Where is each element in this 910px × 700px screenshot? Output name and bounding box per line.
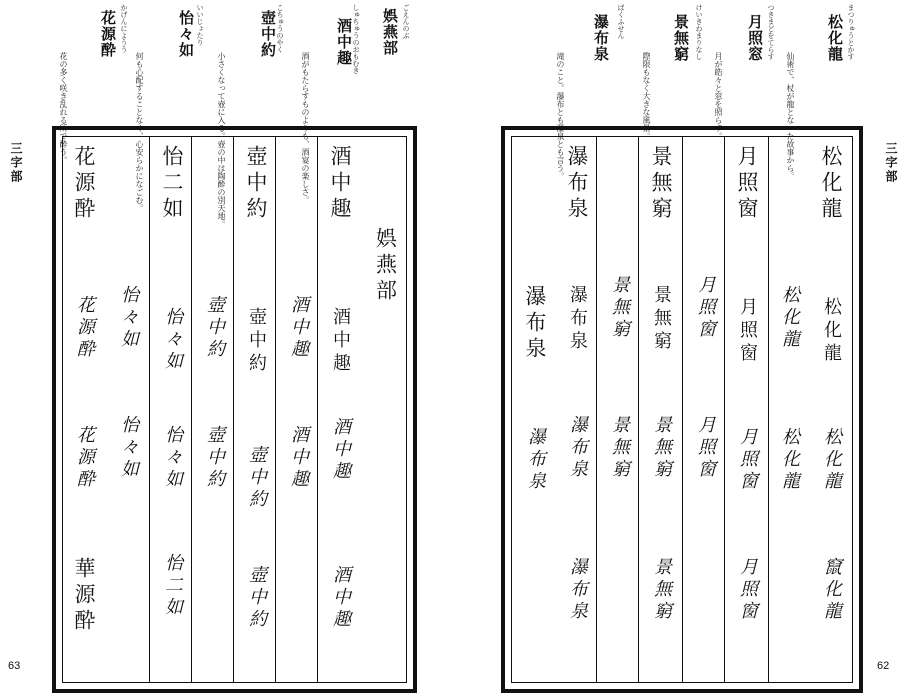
standard-form: 怡二如 — [160, 145, 184, 223]
gloss-head: 月照窓 — [746, 14, 764, 62]
calligraphy-form: 松化龍 — [779, 285, 800, 351]
standard-form: 壺中約 — [244, 145, 268, 223]
entry-column — [277, 145, 319, 674]
calligraphy-form: 月照窗 — [737, 557, 758, 623]
calligraphy-form: 怡々如 — [118, 415, 139, 481]
entry-column — [63, 145, 105, 674]
calligraphy-form: 怡々如 — [118, 285, 139, 351]
calligraphy-form: 月照窗 — [695, 275, 716, 341]
column-divider — [149, 137, 150, 682]
entry-column — [768, 145, 810, 674]
page-number: 63 — [8, 660, 21, 672]
calligraphy-form: 景無窮 — [651, 415, 672, 481]
gloss-text: 何も心配することなく、心安らかになごむ。 — [135, 52, 144, 212]
gloss-ruby: けいきわまりなし — [695, 4, 703, 60]
gloss-head: 瀑布泉 — [592, 14, 610, 62]
calligraphy-form: 花源酔 — [74, 425, 95, 491]
calligraphy-form: 酒中趣 — [330, 565, 351, 631]
calligraphy-form: 酒中趣 — [288, 295, 309, 361]
gloss-ruby: つきまどをてらす — [767, 4, 775, 60]
calligraphy-form: 壺中約 — [204, 425, 225, 491]
entry-column — [107, 145, 149, 674]
gloss-text: 仙術で、杖が龍となった故事から。 — [786, 52, 795, 180]
gloss-ruby: まつりゅうとかす — [847, 4, 855, 60]
calligraphy-form: 怡々如 — [162, 425, 183, 491]
standard-form: 景無窮 — [649, 145, 673, 223]
gloss-text: 滝のこと。瀑布とも瀑泉とも言う。 — [556, 52, 565, 180]
calligraphy-panel — [501, 126, 863, 693]
gloss-ruby: ばくふせん — [617, 4, 625, 39]
gloss-text: 小さくなって壺に入る。壺の中は陶酔の別天地。 — [217, 52, 226, 228]
calligraphy-form: 壺中約 — [246, 445, 267, 511]
panel-inner-frame — [511, 136, 853, 683]
entry-column — [556, 145, 598, 674]
gloss-head: 娯燕部 — [381, 8, 399, 56]
gloss-head: 壺中約 — [259, 10, 277, 58]
gloss-text: 花の多く咲き乱れる所で酔う。 — [59, 52, 68, 164]
calligraphy-form: 景無窮 — [651, 557, 672, 623]
calligraphy-form: 瀑布泉 — [525, 427, 546, 493]
gloss-ruby: いいじょたり — [196, 4, 204, 46]
standard-form: 松化龍 — [819, 145, 843, 223]
calligraphy-form: 竄化龍 — [821, 557, 842, 623]
calligraphy-form: 壺中約 — [246, 565, 267, 631]
calligraphy-form: 壺中約 — [204, 295, 225, 361]
calligraphy-form: 瀑布泉 — [567, 415, 588, 481]
entry-column — [235, 145, 277, 674]
gloss-ruby: こちゅうのやく — [276, 4, 284, 53]
gloss-head: 景無窮 — [672, 14, 690, 62]
calligraphy-form: 花源酔 — [74, 295, 95, 361]
gloss-ruby: しゅちゅうのおもむき — [352, 4, 360, 74]
gloss-text: 酒がもたらすものよりも、酒宴の楽しさ。 — [301, 52, 310, 204]
section-header-column — [363, 145, 408, 674]
entry-column — [810, 145, 852, 674]
calligraphy-form: 景無窮 — [609, 415, 630, 481]
right-page — [455, 0, 910, 700]
calligraphy-panel — [52, 126, 417, 693]
gloss-head: 怡々如 — [177, 10, 195, 58]
seal-form: 松化龍 — [821, 297, 842, 366]
gloss-head: 松化龍 — [826, 14, 844, 62]
entry-column — [514, 145, 556, 674]
section-header: 娯燕部 — [373, 227, 398, 305]
side-label: 三字部 — [884, 142, 898, 184]
entry-column — [598, 145, 640, 674]
entry-column — [319, 145, 361, 674]
entry-column — [193, 145, 235, 674]
gloss-ruby: ごえんのぶ — [402, 4, 410, 39]
standard-form: 月照窗 — [735, 145, 759, 223]
calligraphy-form: 酒中趣 — [288, 425, 309, 491]
calligraphy-form: 月照窗 — [737, 427, 758, 493]
gloss-head: 花源酔 — [99, 10, 117, 58]
seal-form: 景無窮 — [651, 285, 672, 354]
entry-column — [640, 145, 682, 674]
panel-inner-frame — [62, 136, 407, 683]
calligraphy-form: 景無窮 — [609, 275, 630, 341]
seal-form: 壺中約 — [246, 307, 267, 376]
entry-column — [151, 145, 193, 674]
page-number: 62 — [877, 660, 890, 672]
calligraphy-form: 松化龍 — [779, 427, 800, 493]
gloss-text: 際限もなく大きな風景。 — [642, 52, 651, 140]
seal-form: 酒中趣 — [330, 307, 351, 376]
calligraphy-form: 瀑布泉 — [523, 285, 547, 363]
gloss-ruby: かげんにようう — [120, 4, 128, 53]
standard-form: 酒中趣 — [328, 145, 352, 223]
calligraphy-form: 月照窗 — [695, 415, 716, 481]
gloss-head: 酒中趣 — [335, 18, 353, 66]
entry-column — [726, 145, 768, 674]
calligraphy-form: 怡二如 — [162, 553, 183, 619]
calligraphy-form: 華源酔 — [72, 557, 96, 635]
gloss-text: 月が皓々と窓を照らす。 — [714, 52, 723, 140]
standard-form: 瀑布泉 — [565, 145, 589, 223]
calligraphy-form: 酒中趣 — [330, 417, 351, 483]
standard-form: 花源酔 — [72, 145, 96, 223]
seal-form: 瀑布泉 — [567, 285, 588, 354]
column-divider — [682, 137, 683, 682]
calligraphy-form: 瀑布泉 — [567, 557, 588, 623]
calligraphy-form: 怡々如 — [162, 307, 183, 373]
calligraphy-form: 松化龍 — [821, 427, 842, 493]
seal-form: 月照窗 — [737, 297, 758, 366]
entry-column — [684, 145, 726, 674]
side-label: 三字部 — [9, 142, 23, 184]
